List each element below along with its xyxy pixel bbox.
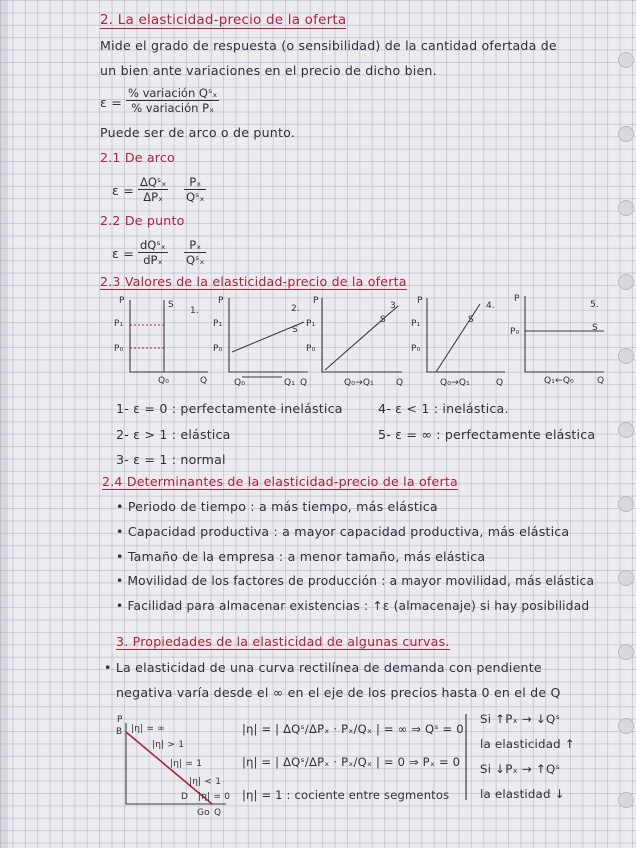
demand-graph-q-label: Q xyxy=(214,808,222,818)
section-3-line-1: • La elasticidad de una curva rectilínea de demanda con pendiente xyxy=(104,660,542,675)
graph-1-p0-label: P₀ xyxy=(114,344,124,354)
graph-5-s-label: S xyxy=(592,323,598,333)
fraction-numerator: Pₓ xyxy=(184,175,206,190)
equation-zero: |η| = | ΔQˢ/ΔPₓ · Pₓ/Qₓ | = 0 ⇒ Pₓ = 0 xyxy=(242,755,461,769)
rule-1: Si ↑Pₓ → ↓Qˢ xyxy=(480,712,561,726)
demand-graph-origin-label: Go xyxy=(197,808,210,818)
graph-4-p1-label: P₁ xyxy=(411,319,421,329)
graph-3-number: 3 xyxy=(390,301,396,311)
graph-3-p0-label: P₀ xyxy=(306,344,316,354)
elasticity-symbol: ε = xyxy=(100,95,122,110)
determinant-item-3: • Tamaño de la empresa : a menor tamaño, más elástica xyxy=(116,549,486,564)
section-2-3-title: 2.3 Valores de la elasticidad-precio de la oferta xyxy=(100,274,407,289)
section-3-title: 3. Propiedades de la elasticidad de algunas curvas. xyxy=(116,634,450,649)
fraction-numerator: Pₓ xyxy=(184,238,206,253)
legend-item-2: 2- ε > 1 : elástica xyxy=(116,427,231,442)
rule-2: la elasticidad ↑ xyxy=(480,737,575,751)
graph-3-q-arrow-label: Q₀→Q₁ xyxy=(344,378,374,388)
graph-1-q-label: Q xyxy=(200,376,208,386)
graph-4-p-label: P xyxy=(417,296,423,306)
fraction-denominator: % variación Pₓ xyxy=(131,101,215,115)
legend-item-3: 3- ε = 1 : normal xyxy=(116,452,226,467)
graph-4-q-arrow-label: Q₀→Q₁ xyxy=(440,378,470,388)
graph-5-p0-label: P₀ xyxy=(510,327,520,337)
section-2-4-title: 2.4 Determinantes de la elasticidad-precio de la oferta xyxy=(102,474,458,489)
fraction-denominator: Qˢₓ xyxy=(186,190,205,204)
legend-item-4: 4- ε < 1 : inelástica. xyxy=(378,401,509,416)
elasticity-greater-label: |η| > 1 xyxy=(152,740,185,750)
elasticity-less-label: |η| < 1 xyxy=(189,777,222,787)
graph-1-s-label: S xyxy=(168,300,174,310)
graph-2-s-label: S xyxy=(292,325,298,335)
demand-graph-p-label: P xyxy=(117,715,123,725)
legend-item-5: 5- ε = ∞ : perfectamente elástica xyxy=(378,427,596,442)
elasticity-unit-label: |η| = 1 xyxy=(170,759,203,769)
section-2-line-3: Puede ser de arco o de punto. xyxy=(100,125,295,140)
section-2-title: 2. La elasticidad-precio de la oferta xyxy=(100,12,347,28)
demand-graph-d-label: D xyxy=(181,792,189,802)
graph-1-p-label: P xyxy=(119,296,125,306)
graph-3-q-label: Q xyxy=(396,378,404,388)
graph-4-s-label: S xyxy=(468,315,474,325)
fraction-numerator: ΔQˢₓ xyxy=(140,175,167,189)
graph-2-p0-label: P₀ xyxy=(213,344,223,354)
equation-infinite: |η| = | ΔQˢ/ΔPₓ · Pₓ/Qₓ | = ∞ ⇒ Qˢ = 0 xyxy=(242,722,464,736)
graph-2-p-label: P xyxy=(218,296,224,306)
determinant-item-4: • Movilidad de los factores de producción : a mayor movilidad, más elástica xyxy=(116,574,595,588)
fraction-denominator: ΔPₓ xyxy=(143,190,164,204)
graph-4-p0-label: P₀ xyxy=(411,344,421,354)
graph-4-number: 4. xyxy=(486,301,495,311)
graph-5-q-label: Q xyxy=(597,376,605,386)
determinant-item-5: • Facilidad para almacenar existencias : ↑ε (almacenaje) si hay posibilidad xyxy=(116,599,590,613)
graph-2-p1-label: P₁ xyxy=(213,319,223,329)
elasticity-infinite-label: |η| = ∞ xyxy=(131,724,165,734)
graph-2-q-label: Q xyxy=(300,378,308,388)
demand-graph-b-label: B xyxy=(116,727,123,737)
point-elasticity-lhs: ε = xyxy=(112,246,134,261)
legend-item-1: 1- ε = 0 : perfectamente inelástica xyxy=(116,401,343,416)
section-2-2-title: 2.2 De punto xyxy=(100,213,185,228)
graph-5-q-arrow-label: Q₁←Q₀ xyxy=(544,376,574,386)
graph-5-number: 5. xyxy=(590,300,599,310)
section-2-line-1: Mide el grado de respuesta (o sensibilidad) de la cantidad ofertada de xyxy=(100,38,557,53)
rule-4: la elastidad ↓ xyxy=(480,787,565,801)
section-2-line-2: un bien ante variaciones en el precio de dicho bien. xyxy=(100,63,437,78)
graph-2-q0-label: Q₀ xyxy=(234,378,246,388)
arc-elasticity-lhs: ε = xyxy=(112,183,134,198)
determinant-item-1: • Periodo de tiempo : a más tiempo, más elástica xyxy=(116,499,438,514)
section-2-1-title: 2.1 De arco xyxy=(100,150,175,165)
fraction-denominator: dPₓ xyxy=(143,253,163,267)
graph-3-s-label: S xyxy=(380,315,386,325)
graph-3-supply xyxy=(325,306,398,370)
fraction-numerator: % variación Qˢₓ xyxy=(128,86,218,100)
graph-5-p-label: P xyxy=(514,294,520,304)
graph-1-number: 1. xyxy=(190,306,199,316)
rule-3: Si ↓Pₓ → ↑Qˢ xyxy=(480,762,561,776)
determinant-item-2: • Capacidad productiva : a mayor capacidad productiva, más elástica xyxy=(116,524,570,539)
section-3-line-2: negativa varía desde el ∞ en el eje de los precios hasta 0 en el de Q xyxy=(116,685,561,700)
equation-unit: |η| = 1 : cociente entre segmentos xyxy=(242,788,450,802)
elasticity-zero-label: |η| = 0 xyxy=(198,792,231,802)
graph-4-q-label: Q xyxy=(496,378,504,388)
graph-3-p1-label: P₁ xyxy=(306,319,316,329)
graph-2-number: 2. xyxy=(291,304,300,314)
fraction-numerator: dQˢₓ xyxy=(140,238,166,252)
graph-3-p-label: P xyxy=(313,296,319,306)
fraction-denominator: Qˢₓ xyxy=(186,253,205,267)
graph-1-p1-label: P₁ xyxy=(114,319,124,329)
graph-1-q0-label: Q₀ xyxy=(158,376,170,386)
graph-2-q1-label: Q₁ xyxy=(284,378,296,388)
